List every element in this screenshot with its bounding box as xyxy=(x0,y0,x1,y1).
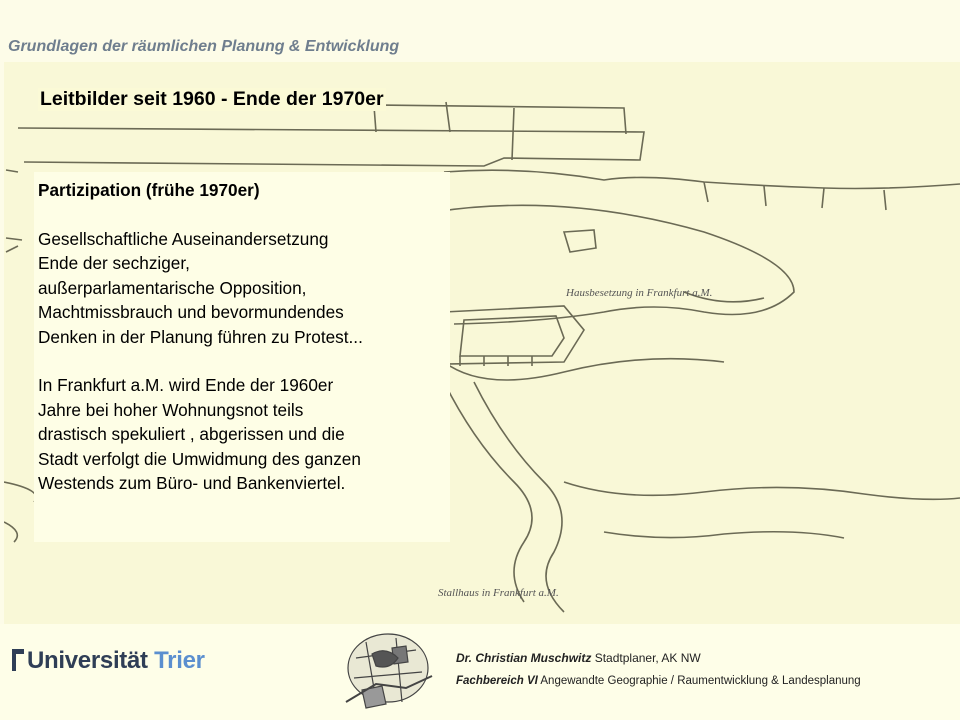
university-logo-icon xyxy=(12,649,24,671)
textbox-heading: Partizipation (frühe 1970er) xyxy=(38,180,260,200)
university-logo xyxy=(12,647,205,675)
text-line: Denken in der Planung führen zu Protest... xyxy=(38,326,363,347)
slide-title: Leitbilder seit 1960 - Ende der 1970er xyxy=(40,88,384,110)
text-line: In Frankfurt a.M. wird Ende der 1960er xyxy=(38,375,334,395)
department-line xyxy=(456,675,861,687)
text-line: Ende der sechziger, xyxy=(38,253,190,273)
text-line: Machtmissbrauch und bevormundendes xyxy=(38,302,344,322)
caption-hausbesetzung: Hausbesetzung in Frankfurt a.M. xyxy=(566,287,713,299)
author-line xyxy=(456,651,701,665)
text-line: Jahre bei hoher Wohnungsnot teils xyxy=(38,399,304,420)
caption-stallhaus: Stallhaus in Frankfurt a.M. xyxy=(438,587,559,599)
text-line: drastisch spekuliert , abgerissen und die xyxy=(38,424,345,444)
text-line: außerparlamentarische Opposition, xyxy=(38,277,307,298)
text-line: Gesellschaftliche Auseinandersetzung xyxy=(38,228,329,249)
author-role: Stadtplaner, AK NW xyxy=(594,651,701,665)
participation-textbox xyxy=(34,172,450,542)
text-line: Westends zum Büro- und Bankenviertel. xyxy=(38,473,346,493)
department-label: Fachbereich VI xyxy=(456,675,538,687)
logo-text-trier: Trier xyxy=(154,647,205,674)
text-line: Stadt verfolgt die Umwidmung des ganzen xyxy=(38,448,361,469)
department-text: Angewandte Geographie / Raumentwicklung & Landesplanung xyxy=(540,675,861,687)
course-title: Grundlagen der räumlichen Planung & Entwicklung xyxy=(8,38,400,55)
author-name: Dr. Christian Muschwitz xyxy=(456,651,592,665)
city-map-emblem-icon xyxy=(336,628,446,716)
logo-text-universitaet: Universität xyxy=(27,647,148,674)
